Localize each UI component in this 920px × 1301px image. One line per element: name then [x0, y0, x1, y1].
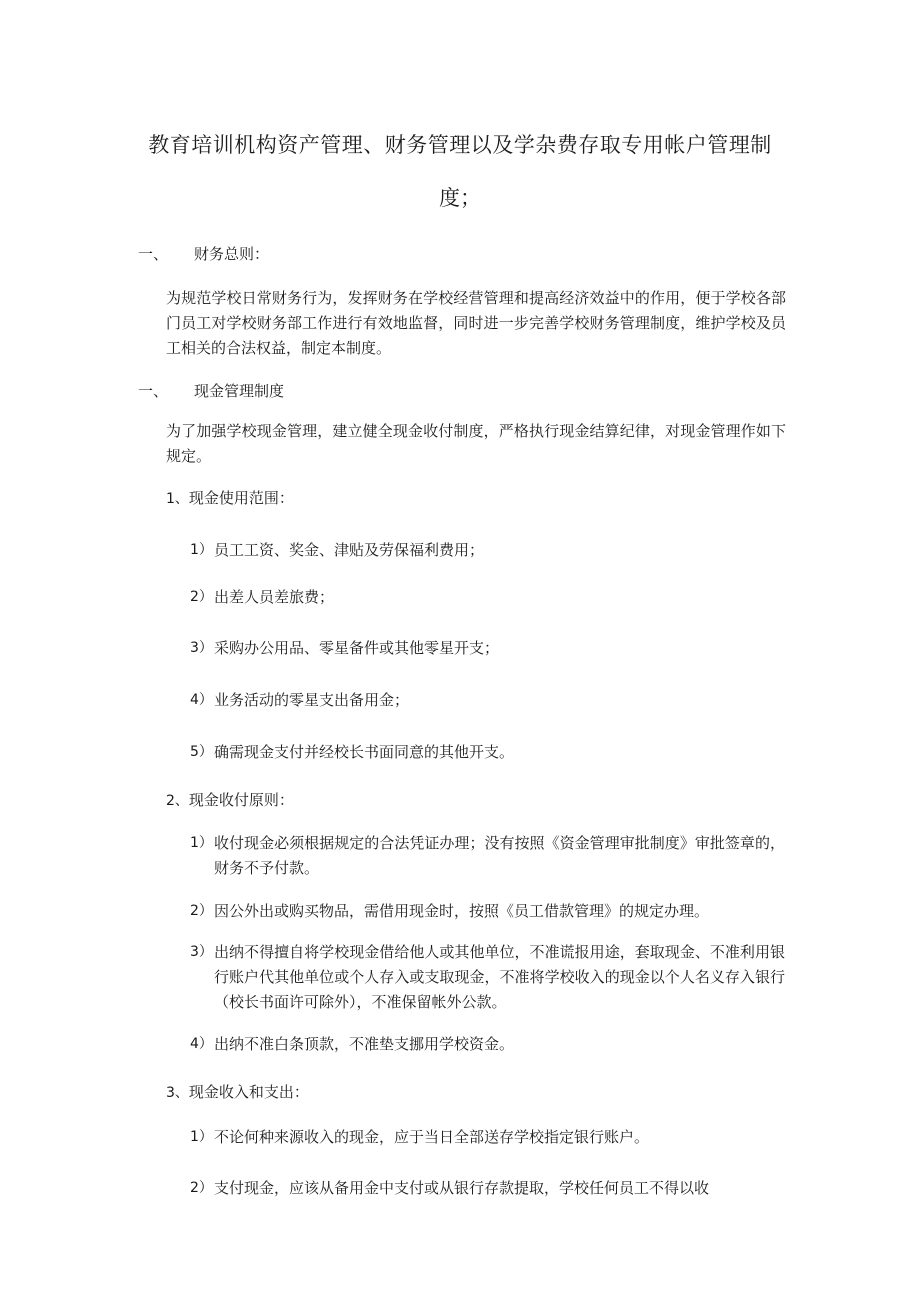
list-item-text: 确需现金支付并经校长书面同意的其他开支。 — [214, 743, 515, 761]
list-item-text: 收付现金必须根据规定的合法凭证办理；没有按照《资金管理审批制度》审批签章的，财务不予付款。 — [214, 834, 785, 877]
section-number: 一、 — [138, 382, 169, 400]
list-item-number: 4） — [190, 692, 213, 708]
document-title-line2: 度； — [439, 186, 481, 210]
list-item-text: 员工工资、奖金、津贴及劳保福利费用； — [214, 541, 485, 559]
list-item — [190, 688, 785, 713]
list-item — [190, 538, 785, 563]
list-item — [190, 585, 785, 610]
list-item-number: 2） — [190, 1180, 213, 1196]
subsection-heading-cash-payment-principles — [166, 789, 294, 812]
document-title-line1: 教育培训机构资产管理、财务管理以及学杂费存取专用帐户管理制 — [148, 133, 772, 157]
subsection-number: 3、 — [166, 1085, 189, 1101]
list-item — [190, 940, 785, 1015]
subsection-label: 现金使用范围： — [188, 489, 294, 507]
list-item-number: 5） — [190, 744, 213, 760]
section-paragraph: 为规范学校日常财务行为，发挥财务在学校经营管理和提高经济效益中的作用，便于学校各部门员工对学校财务部工作进行有效地监督，同时进一步完善学校财务管理制度，维护学校及员工相关的合法权益，制定本制度。 — [166, 289, 786, 357]
list-item-number: 1） — [190, 1129, 213, 1145]
section-paragraph: 为了加强学校现金管理，建立健全现金收付制度，严格执行现金结算纪律，对现金管理作如下规定。 — [166, 422, 786, 465]
list-item — [190, 1032, 785, 1057]
section-heading-cash-management — [138, 380, 284, 402]
list-item-number: 2） — [190, 589, 213, 605]
subsection-number: 1、 — [166, 491, 189, 507]
list-item-number: 1） — [190, 542, 213, 558]
list-item-number: 4） — [190, 1036, 213, 1052]
list-item-text: 不论何种来源收入的现金，应于当日全部送存学校指定银行账户。 — [214, 1128, 650, 1146]
subsection-label: 现金收付原则： — [188, 791, 294, 809]
list-item-text: 支付现金，应该从备用金中支付或从银行存款提取，学校任何员工不得以收 — [214, 1179, 710, 1197]
list-item — [190, 831, 785, 881]
subsection-number: 2、 — [166, 793, 189, 809]
list-item-number: 3） — [190, 640, 213, 656]
list-item — [190, 1125, 785, 1150]
section-title: 现金管理制度 — [194, 382, 285, 400]
section-title: 财务总则： — [194, 245, 270, 263]
subsection-heading-cash-income-expense — [166, 1081, 309, 1104]
list-item — [190, 740, 785, 765]
section-heading-finance-general — [138, 243, 269, 265]
list-item-text: 出纳不准白条顶款，不准垫支挪用学校资金。 — [214, 1035, 515, 1053]
list-item-text: 采购办公用品、零星备件或其他零星开支； — [214, 639, 500, 657]
list-item-number: 1） — [190, 835, 213, 851]
list-item-text: 业务活动的零星支出备用金； — [214, 691, 410, 709]
list-item — [190, 899, 785, 924]
list-item — [190, 636, 785, 661]
list-item-number: 3） — [190, 944, 213, 960]
list-item-text: 出差人员差旅费； — [214, 588, 335, 606]
list-item-text: 因公外出或购买物品，需借用现金时，按照《员工借款管理》的规定办理。 — [214, 902, 710, 920]
section-number: 一、 — [138, 245, 169, 263]
list-item-text: 出纳不得擅自将学校现金借给他人或其他单位，不准谎报用途，套取现金、不准利用银行账户代其他单位或个人存入或支取现金，不准将学校收入的现金以个人名义存入银行（校长书面许可除外），不准保留帐外公款。 — [214, 943, 785, 1011]
subsection-heading-cash-usage-scope — [166, 487, 294, 510]
list-item-number: 2） — [190, 903, 213, 919]
list-item — [190, 1176, 785, 1201]
subsection-label: 现金收入和支出： — [188, 1083, 309, 1101]
